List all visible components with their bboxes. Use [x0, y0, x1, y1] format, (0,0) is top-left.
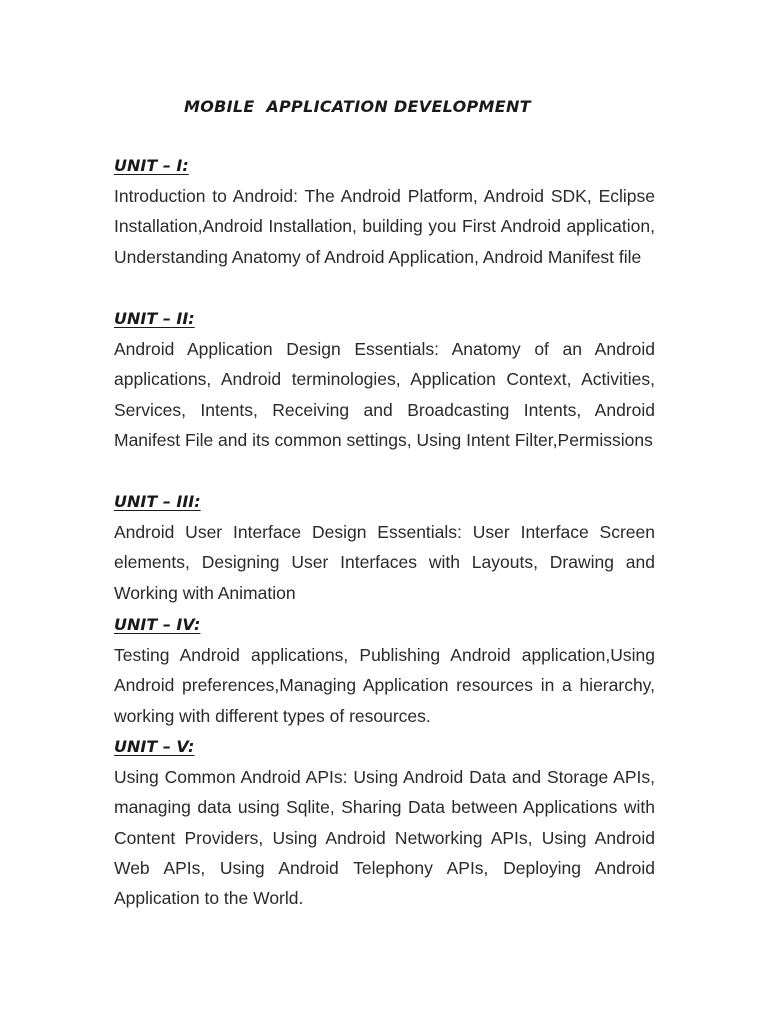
unit-2-body: Android Application Design Essentials: Anatomy of an Android applications, Android terminologies, Application Context, Activities, Services, Intents, Receiving and Broadcasting Intents, Android Manifest File and its common settings, Using Intent Filter,Permissions: [114, 339, 655, 450]
unit-3-body: Android User Interface Design Essentials: User Interface Screen elements, Designing User Interfaces with Layouts, Drawing and Working with Animation: [114, 522, 655, 603]
document-title: MOBILE APPLICATION DEVELOPMENT: [184, 97, 531, 116]
unit-1-section: [114, 151, 655, 272]
unit-5-heading: UNIT – V:: [114, 737, 195, 756]
unit-5-section: [114, 732, 655, 913]
unit-4-heading: UNIT – IV:: [114, 615, 201, 634]
unit-4-section: [114, 610, 655, 731]
unit-1-heading: UNIT – I:: [114, 156, 189, 175]
unit-2-heading: UNIT – II:: [114, 309, 195, 328]
unit-3-heading: UNIT – III:: [114, 492, 201, 511]
unit-1-body: Introduction to Android: The Android Platform, Android SDK, Eclipse Installation,Android Installation, building you First Android application, Understanding Anatomy of Android Application, Android Manifest file: [114, 186, 655, 267]
unit-2-section: [114, 304, 655, 455]
unit-5-body: Using Common Android APIs: Using Android Data and Storage APIs, managing data using Sqlite, Sharing Data between Applications with Content Providers, Using Android Networking APIs, Using Android Web APIs, Using Android Telephony APIs, Deploying Android Application to the World.: [114, 767, 655, 909]
unit-3-section: [114, 487, 655, 608]
unit-4-body: Testing Android applications, Publishing Android application,Using Android preferences,Managing Application resources in a hierarchy, working with different types of resources.: [114, 645, 655, 726]
